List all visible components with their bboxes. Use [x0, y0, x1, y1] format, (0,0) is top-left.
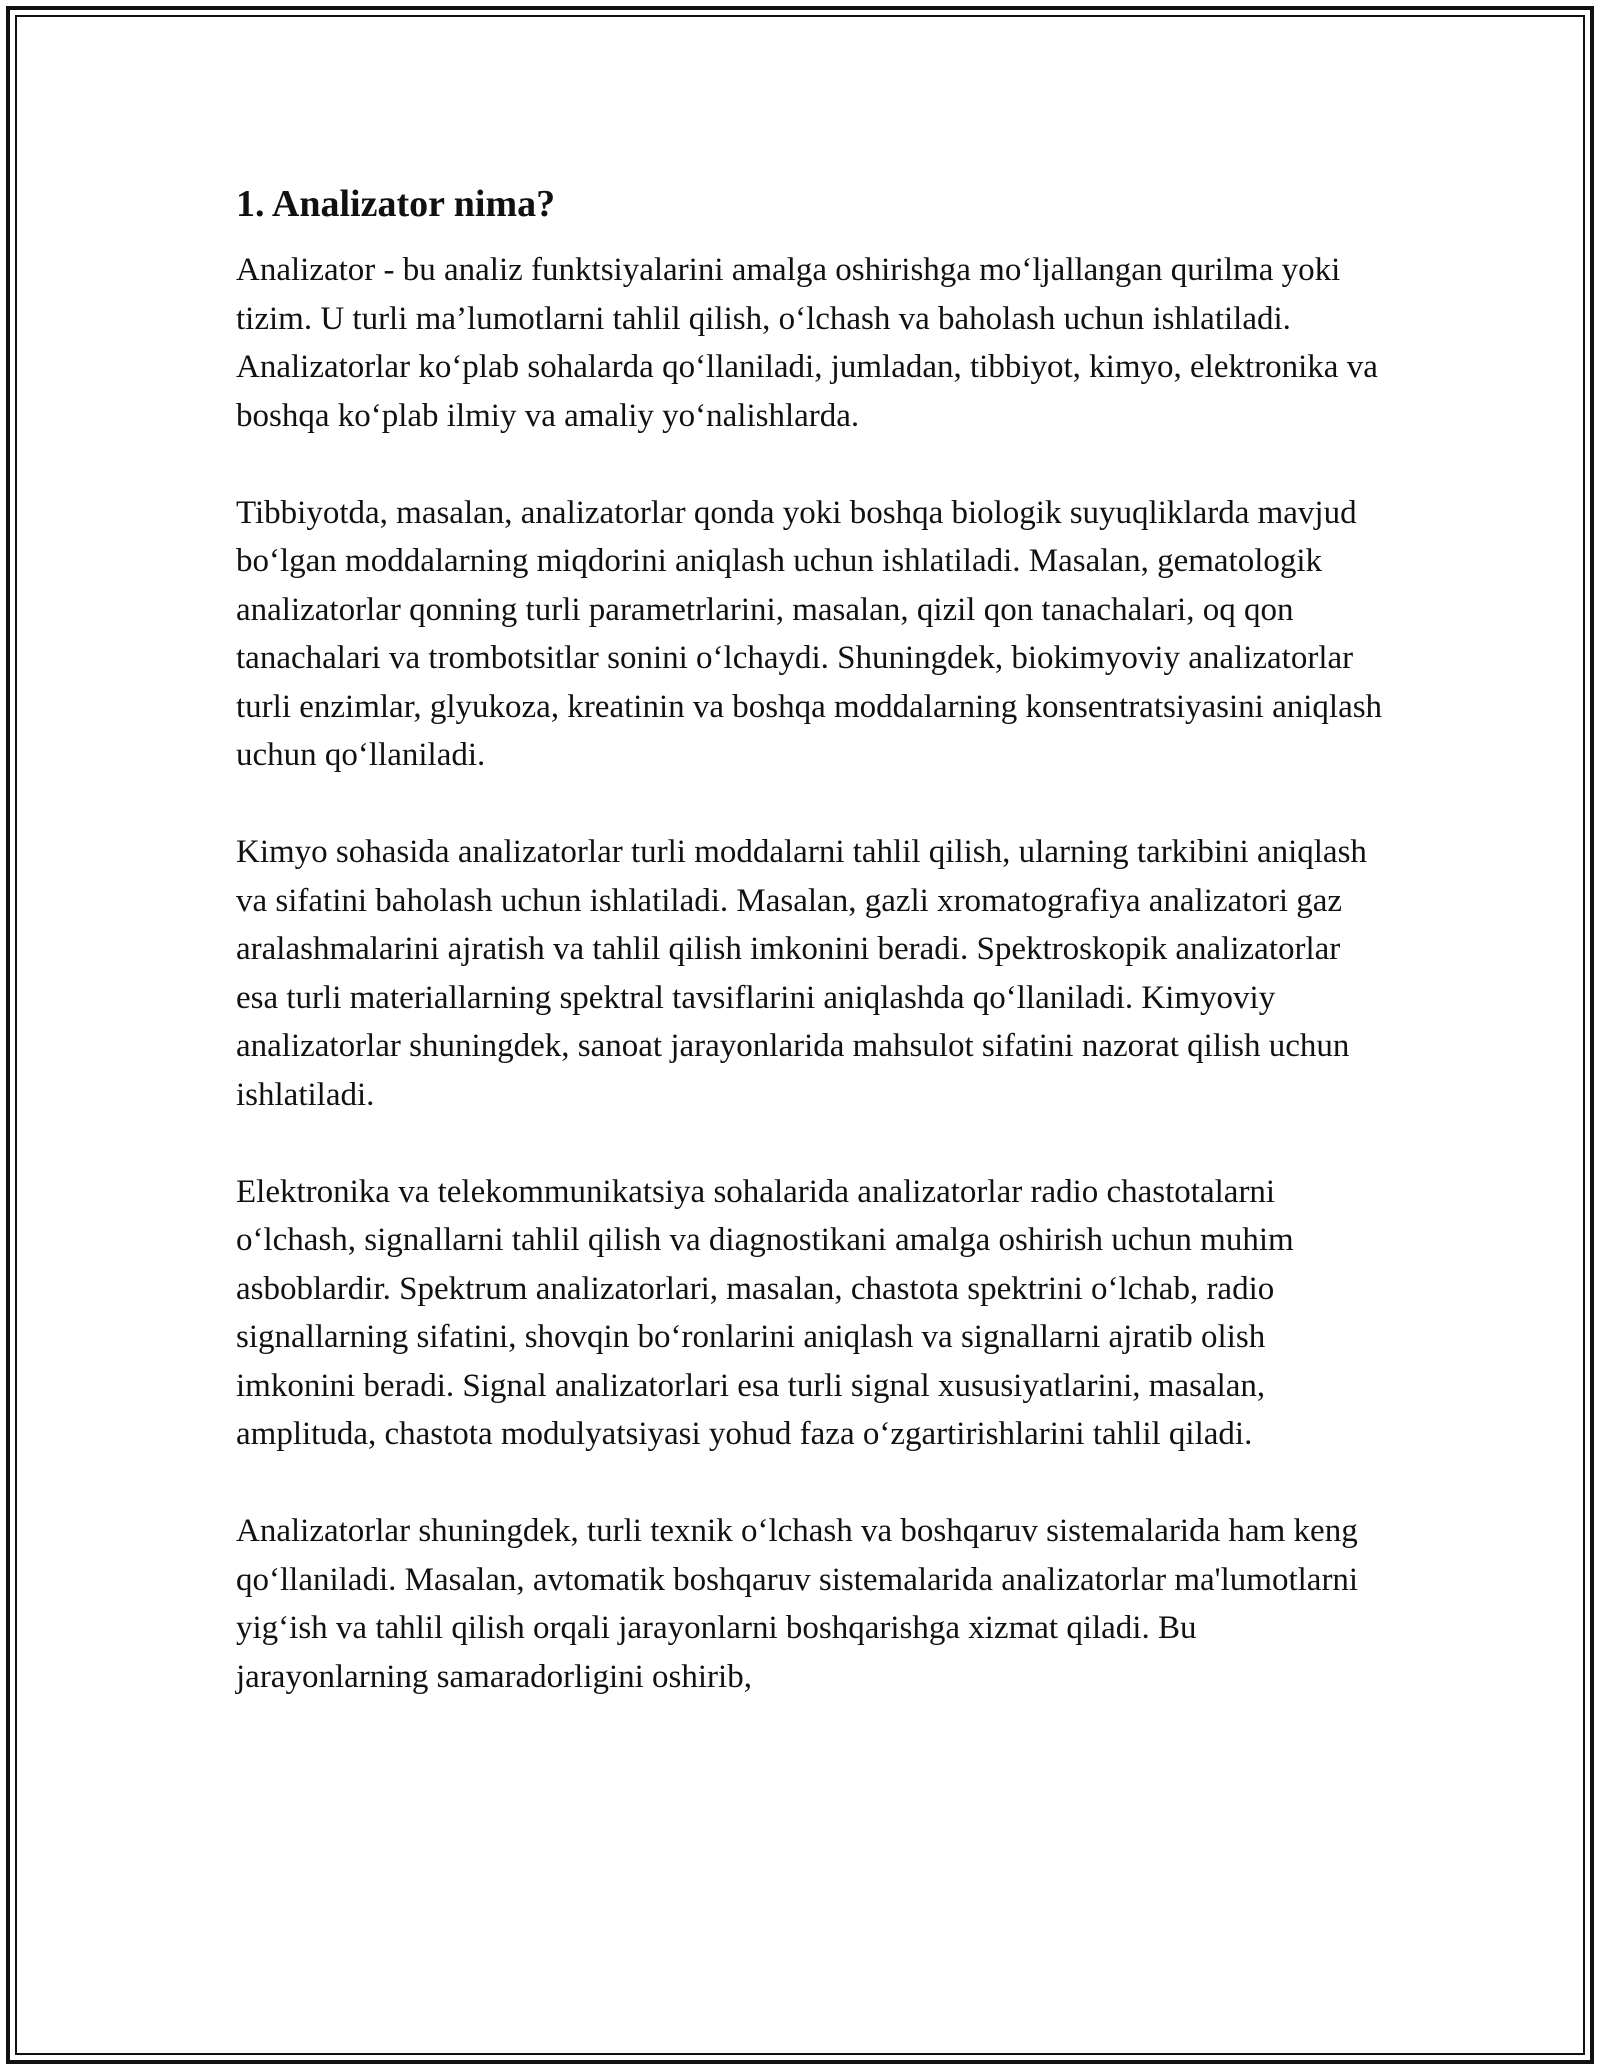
paragraph-intro: Analizator - bu analiz funktsiyalarini amalga oshirishga mo‘ljallangan qurilma yoki tizim. U turli ma’lumotlarni tahlil qilish, o‘lchash va baholash uchun ishlatiladi. Analizatorlar ko‘plab sohalarda qo‘llaniladi, jumladan, tibbiyot, kimyo, elektronika va boshqa ko‘plab ilmiy va amaliy yo‘nalishlarda.: [236, 252, 1378, 434]
paragraph-medicine: Tibbiyotda, masalan, analizatorlar qonda yoki boshqa biologik suyuqliklarda mavjud bo‘lgan moddalarning miqdorini aniqlash uchun ishlatiladi. Masalan, gematologik analizatorlar qonning turli parametrlarini, masalan, qizil qon tanachalari, oq qon tanachalari va trombotsitlar sonini o‘lchaydi. Shuningdek, biokimyoviy analizatorlar turli enzimlar, glyukoza, kreatinin va boshqa moddalarning konsentratsiyasini aniqlash uchun qo‘llaniladi.: [236, 494, 1383, 773]
section-heading: 1. Analizator nima?: [236, 183, 556, 225]
paragraph-electronics: Elektronika va telekommunikatsiya sohalarida analizatorlar radio chastotalarni o‘lchash, signallarni tahlil qilish va diagnostikani amalga oshirish uchun muhim asboblardir. Spektrum analizatorlari, masalan, chastota spektrini o‘lchab, radio signallarning sifatini, shovqin bo‘ronlarini aniqlash va signallarni ajratib olish imkonini beradi. Signal analizatorlari esa turli signal xususiyatlarini, masalan, amplituda, chastota modulyatsiyasi yohud faza o‘zgartirishlarini tahlil qiladi.: [236, 1173, 1294, 1452]
paragraph-control-systems: Analizatorlar shuningdek, turli texnik o‘lchash va boshqaruv sistemalarida ham keng qo‘llaniladi. Masalan, avtomatik boshqaruv sistemalarida analizatorlar ma'lumotlarni yig‘ish va tahlil qilish orqali jarayonlarni boshqarishga xizmat qiladi. Bu jarayonlarning samaradorligini oshirib,: [236, 1513, 1359, 1695]
paragraph-chemistry: Kimyo sohasida analizatorlar turli moddalarni tahlil qilish, ularning tarkibini aniqlash va sifatini baholash uchun ishlatiladi. Masalan, gazli xromatografiya analizatori gaz aralashmalarini ajratish va tahlil qilish imkonini beradi. Spektroskopik analizatorlar esa turli materiallarning spektral tavsiflarini aniqlashda qo‘llaniladi. Kimyoviy analizatorlar shuningdek, sanoat jarayonlarida mahsulot sifatini nazorat qilish uchun ishlatiladi.: [236, 834, 1367, 1113]
document-body: [236, 180, 1386, 1750]
